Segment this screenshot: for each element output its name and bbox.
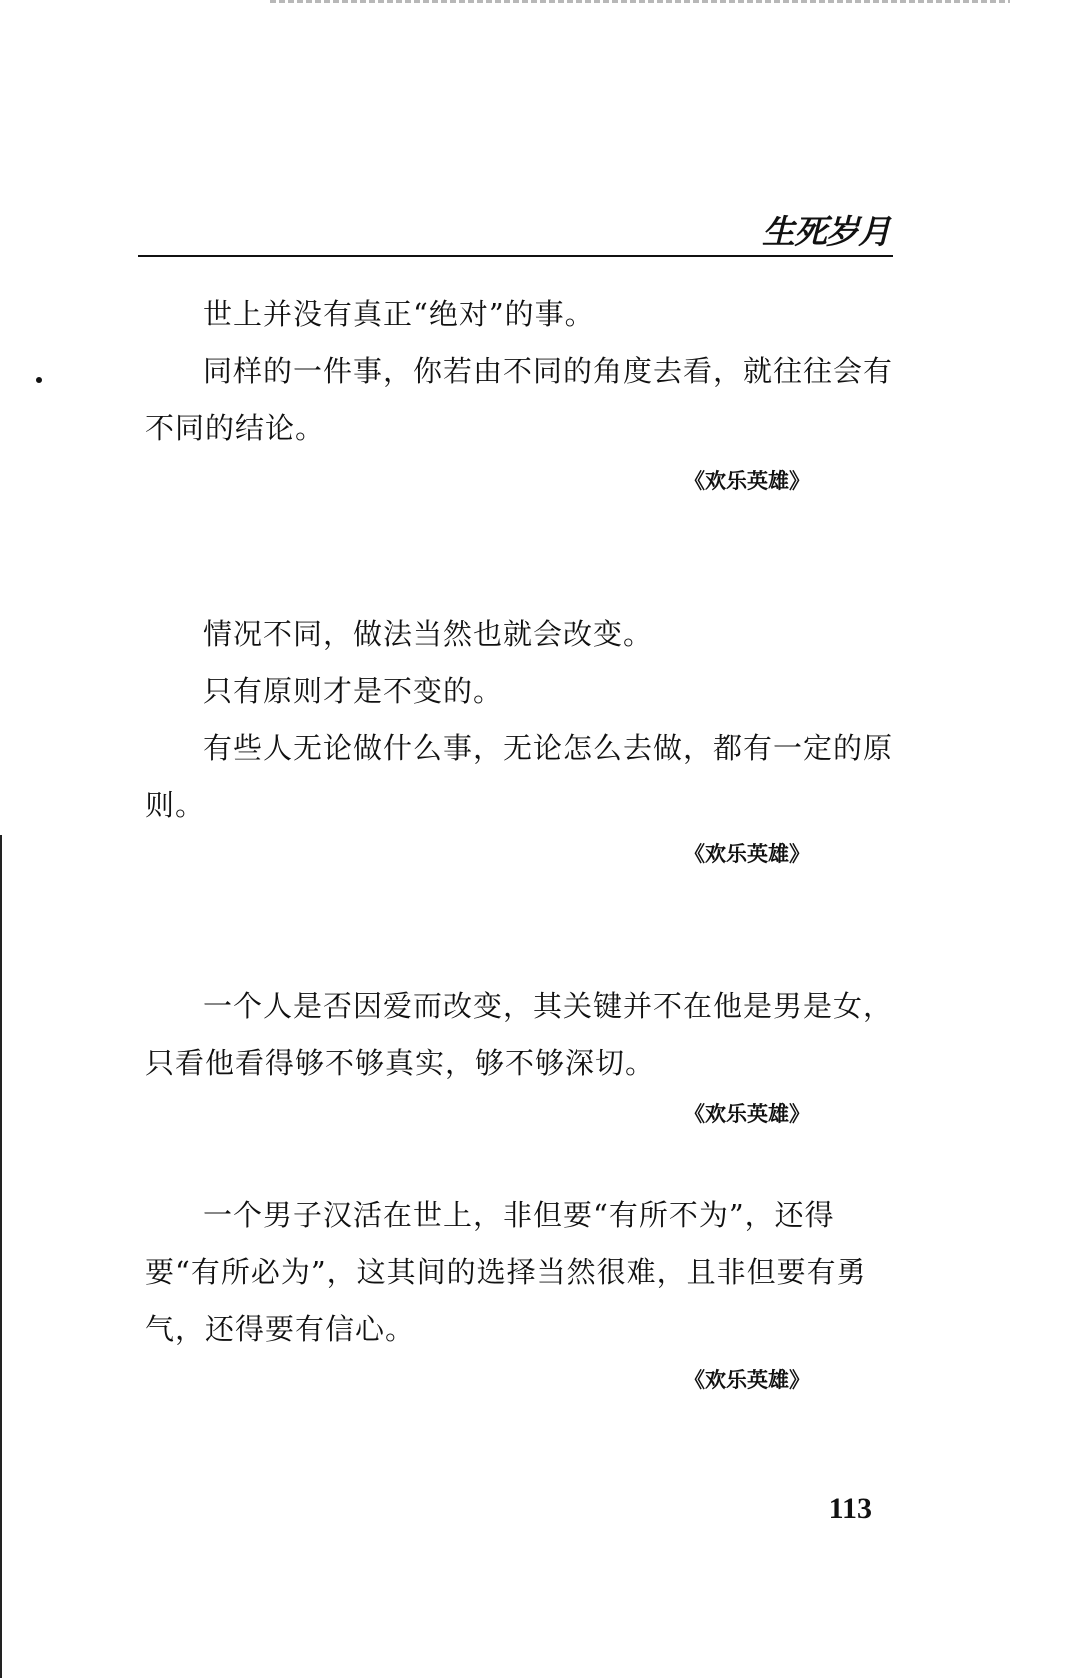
header-rule [138, 255, 893, 257]
scan-edge-line [0, 835, 2, 1678]
paragraph: 一个人是否因爱而改变，其关键并不在他是男是女，只看他看得够不够真实，够不够深切。 [145, 989, 894, 1080]
paragraph: 一个男子汉活在世上，非但要“有所不为”，还得要“有所必为”，这其间的选择当然很难，且非但要有勇气，还得要有信心。 [145, 1198, 867, 1346]
scan-speck [36, 377, 42, 383]
paragraph: 世上并没有真正“绝对”的事。 [203, 297, 595, 331]
quote-source: 《欢乐英雄》 [684, 1368, 810, 1392]
quote-source: 《欢乐英雄》 [684, 469, 810, 493]
paragraph: 有些人无论做什么事，无论怎么去做，都有一定的原则。 [145, 731, 894, 822]
page-number: 113 [828, 1492, 872, 1525]
quote-source: 《欢乐英雄》 [684, 1102, 810, 1126]
paragraph: 只有原则才是不变的。 [203, 674, 504, 708]
page-top-border [270, 0, 1010, 3]
running-header-title: 生死岁月 [762, 212, 890, 251]
quote-source: 《欢乐英雄》 [684, 842, 810, 866]
paragraph: 情况不同，做法当然也就会改变。 [203, 617, 654, 651]
paragraph: 同样的一件事，你若由不同的角度去看，就往往会有不同的结论。 [145, 354, 894, 445]
